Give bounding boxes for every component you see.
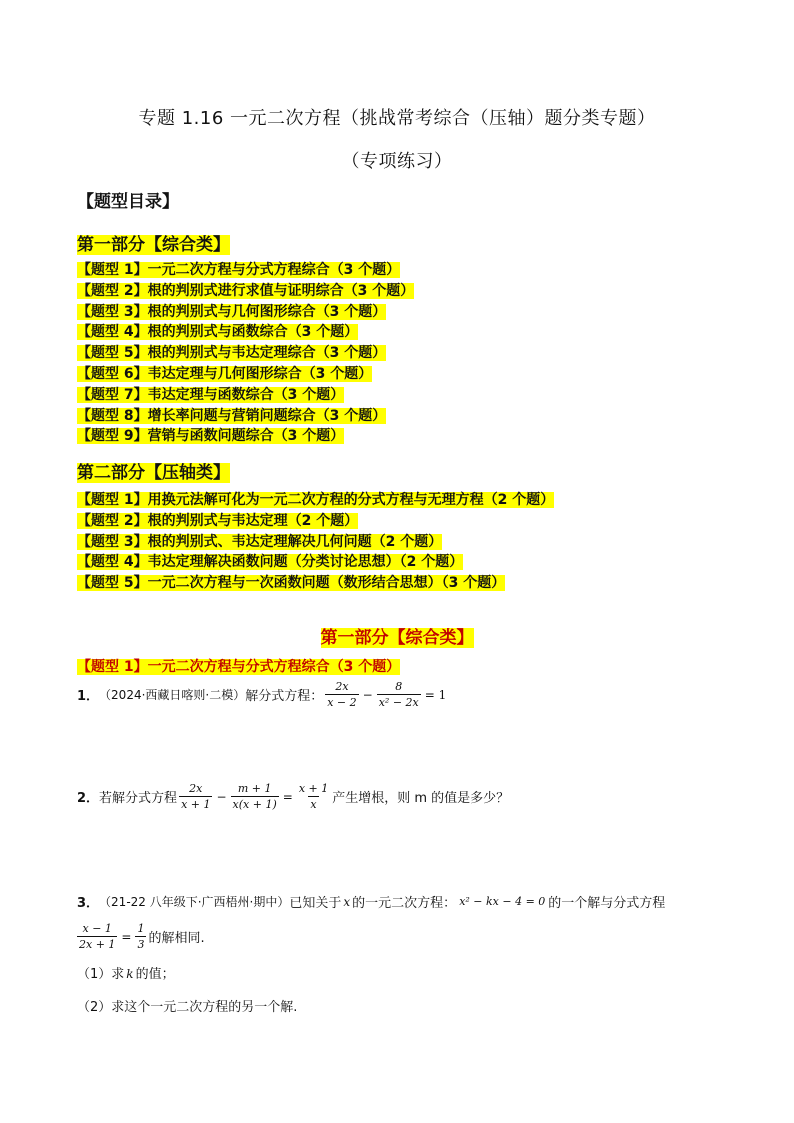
part1-list bbox=[77, 260, 414, 447]
q2-tail: 产生增根，则 m 的值是多少？ bbox=[332, 791, 510, 806]
toc-item[interactable]: 【题型 5】根的判别式与韦达定理综合（3 个题） bbox=[77, 345, 387, 362]
toc-item[interactable]: 【题型 8】增长率问题与营销问题综合（3 个题） bbox=[77, 407, 387, 424]
q3-source: （21-22 八年级下·广西梧州·期中） bbox=[99, 895, 290, 909]
toc-item[interactable]: 【题型 2】根的判别式与韦达定理（2 个题） bbox=[77, 512, 359, 529]
question-1: 1． （2024·西藏日喀则·二模） 解分式方程： $\frac{2x}{x - 2}$ − $\frac{8}{\text{x² − 2x}}$ = 1 bbox=[77, 680, 447, 709]
toc-item[interactable]: 【题型 7】韦达定理与函数综合（3 个题） bbox=[77, 386, 345, 403]
q2-fraction-3: $\frac{x + 1}{x}$ bbox=[298, 782, 329, 811]
question-2: 2． 若解分式方程 $\frac{2x}{x + 1}$ − $\frac{m + 1}{x(x + 1)}$ = $\frac{x + 1}{x}$ 产生增根，则 m 的值是多少？ bbox=[77, 782, 510, 811]
toc-item[interactable]: 【题型 5】一元二次方程与一次函数问题（数形结合思想）（3 个题） bbox=[77, 575, 506, 592]
toc-item[interactable]: 【题型 2】根的判别式进行求值与证明综合（3 个题） bbox=[77, 282, 415, 299]
q1-fraction-2: $\frac{8}{\text{x² − 2x}}$ bbox=[378, 680, 419, 709]
q2-fraction-2: $\frac{m + 1}{x(x + 1)}$ bbox=[232, 782, 277, 811]
toc-item[interactable]: 【题型 1】用换元法解可化为一元二次方程的分式方程与无理方程（2 个题） bbox=[77, 492, 555, 508]
toc-item[interactable]: 【题型 6】韦达定理与几何图形综合（3 个题） bbox=[77, 365, 373, 382]
part1-heading: 第一部分【综合类】 bbox=[77, 235, 230, 255]
part2-list bbox=[77, 490, 554, 594]
toc-item[interactable]: 【题型 1】一元二次方程与分式方程综合（3 个题） bbox=[77, 262, 401, 278]
toc-item[interactable]: 【题型 4】根的判别式与函数综合（3 个题） bbox=[77, 324, 359, 341]
doc-subtitle: （专项练习） bbox=[341, 151, 453, 172]
toc-item[interactable]: 【题型 3】根的判别式与几何图形综合（3 个题） bbox=[77, 303, 387, 320]
q3-subquestion-2: （2）求这个一元二次方程的另一个解. bbox=[77, 1000, 298, 1015]
q2-number: 2． bbox=[77, 791, 100, 806]
q2-fraction-1: $\frac{2x}{x + 1}$ bbox=[181, 782, 211, 811]
toc-item[interactable]: 【题型 4】韦达定理解决函数问题（分类讨论思想）（2 个题） bbox=[77, 554, 464, 571]
q2-text: 若解分式方程 bbox=[99, 791, 178, 806]
part2-heading: 第二部分【压轴类】 bbox=[77, 463, 230, 483]
q3-fraction-rhs: $\frac{1}{3}$ bbox=[137, 922, 145, 951]
toc-heading: 【题型目录】 bbox=[77, 192, 179, 212]
question-3-line-2: $\frac{x - 1}{2x + 1}$ = $\frac{1}{3}$ 的解相同. bbox=[79, 922, 205, 951]
q1-fraction-1: $\frac{2x}{x - 2}$ bbox=[327, 680, 357, 709]
q3-fraction: $\frac{x - 1}{2x + 1}$ bbox=[79, 922, 116, 951]
type-heading: 【题型 1】一元二次方程与分式方程综合（3 个题） bbox=[77, 659, 401, 675]
toc-item[interactable]: 【题型 9】营销与函数问题综合（3 个题） bbox=[77, 428, 345, 445]
section-heading: 第一部分【综合类】 bbox=[320, 628, 474, 648]
q1-source: （2024·西藏日喀则·二模） bbox=[99, 688, 246, 702]
q3-subquestion-1: （1）求 k 的值； bbox=[77, 967, 175, 982]
q3-number: 3． bbox=[77, 896, 100, 911]
q1-text: 解分式方程： bbox=[245, 689, 324, 704]
doc-title: 专题 1.16 一元二次方程（挑战常考综合（压轴）题分类专题） bbox=[138, 108, 656, 129]
question-3: 3． （21-22 八年级下·广西梧州·期中） 已知关于 x 的一元二次方程： x² − kx − 4 = 0 的一个解与分式方程 bbox=[77, 892, 665, 911]
toc-item[interactable]: 【题型 3】根的判别式、韦达定理解决几何问题（2 个题） bbox=[77, 533, 443, 550]
q1-number: 1． bbox=[77, 689, 100, 704]
q3-equation: x² − kx − 4 = 0 bbox=[459, 895, 546, 908]
